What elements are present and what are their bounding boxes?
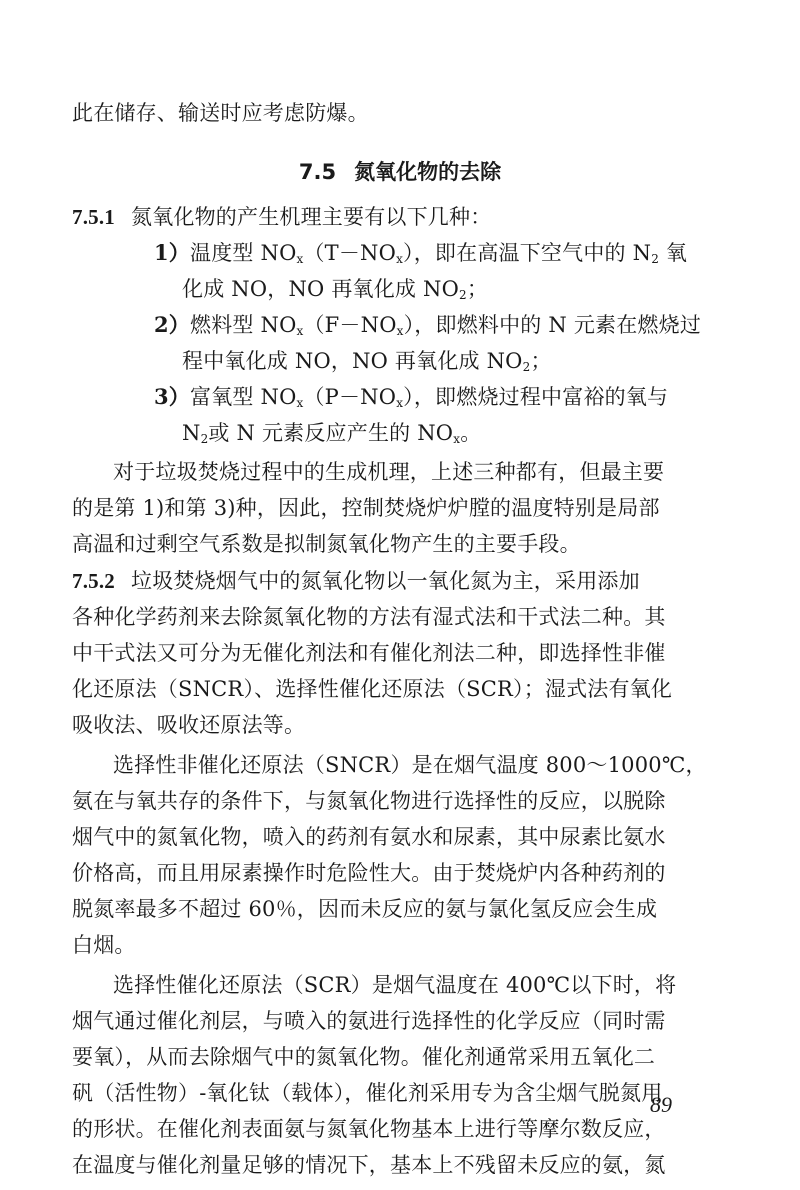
paragraph-line: 高温和过剩空气系数是拟制氮氧化物产生的主要手段。 (72, 532, 581, 556)
subscript: x (296, 396, 304, 410)
paragraph-line: 价格高，而且用尿素操作时危险性大。由于焚烧炉内各种药剂的 (72, 861, 666, 885)
subscript: 2 (522, 360, 531, 374)
list-item-2 (154, 310, 784, 346)
clause-text: 氮氧化物的产生机理主要有以下几种： (131, 205, 492, 229)
clause-number: 7.5.2 (72, 569, 115, 593)
paragraph-line: 要氧），从而去除烟气中的氮氧化物。催化剂通常采用五氧化二 (72, 1045, 656, 1069)
text: ），即在高温下空气中的 N (403, 241, 652, 265)
clause-text: 垃圾焚烧烟气中的氮氧化物以一氧化氮为主，采用添加 (131, 569, 640, 593)
subscript: x (453, 432, 461, 446)
paragraph-line: 选择性非催化还原法（SNCR）是在烟气温度 800～1000℃， (113, 753, 707, 777)
list-item-3 (154, 382, 784, 418)
clause-7-5-2 (72, 566, 702, 596)
subscript: x (396, 252, 404, 266)
subscript: x (396, 396, 404, 410)
paragraph-line: 对于垃圾焚烧过程中的生成机理，上述三种都有，但最主要 (113, 460, 665, 484)
subscript: 2 (200, 432, 209, 446)
paragraph-line: 中干式法又可分为无催化剂法和有催化剂法二种，即选择性非催 (72, 641, 666, 665)
text-line: 此在储存、输送时应考虑防爆。 (72, 101, 369, 125)
paragraph-line: 选择性催化还原法（SCR）是烟气温度在 400℃以下时，将 (113, 973, 677, 997)
section-title: 氮氧化物的去除 (354, 160, 502, 184)
text: ），即燃烧过程中富裕的氧与 (403, 385, 669, 409)
section-heading (0, 157, 800, 187)
text: （T－NO (303, 241, 397, 265)
paragraph-line: 在温度与催化剂量足够的情况下，基本上不残留未反应的氨，氮 (72, 1153, 666, 1177)
text: 程中氧化成 NO，NO 再氧化成 NO (182, 349, 523, 373)
paragraph-line: 的形状。在催化剂表面氨与氮氧化物基本上进行等摩尔数反应， (72, 1117, 666, 1141)
subscript: x (296, 252, 304, 266)
list-item-1-cont (182, 274, 800, 310)
list-item-1 (154, 238, 784, 274)
item-number: 2） (154, 312, 191, 337)
subscript: x (296, 324, 304, 338)
paragraph-line: 烟气通过催化剂层，与喷入的氨进行选择性的化学反应（同时需 (72, 1009, 666, 1033)
page-number: 89 (650, 1092, 672, 1117)
paragraph-line: 矾（活性物）-氧化钛（载体），催化剂采用专为含尘烟气脱氮用 (72, 1081, 663, 1105)
subscript: x (396, 324, 404, 338)
paragraph-line: 的是第 1)和第 3)种，因此，控制焚烧炉炉膛的温度特别是局部 (72, 496, 660, 520)
clause-number: 7.5.1 (72, 205, 115, 229)
paragraph-line: 化还原法（SNCR）、选择性催化还原法（SCR）；湿式法有氧化 (72, 677, 673, 701)
text: 化成 NO，NO 再氧化成 NO (182, 277, 459, 301)
list-item-3-cont (182, 418, 800, 454)
paragraph-line: 脱氮率最多不超过 60％，因而未反应的氨与氯化氢反应会生成 (72, 897, 658, 921)
text: 燃料型 NO (190, 313, 297, 337)
item-number: 3） (154, 384, 191, 409)
text: 或 N 元素反应产生的 NO (208, 421, 454, 445)
text: ），即燃料中的 N 元素在燃烧过 (403, 313, 702, 337)
paragraph-line: 白烟。 (72, 933, 136, 957)
text: 氧 (659, 241, 688, 265)
text: N (182, 421, 201, 445)
text: 。 (460, 421, 482, 445)
clause-7-5-1 (72, 202, 702, 232)
paragraph-line: 烟气中的氮氧化物，喷入的药剂有氨水和尿素，其中尿素比氨水 (72, 825, 666, 849)
paragraph-line: 氨在与氧共存的条件下，与氮氧化物进行选择性的反应，以脱除 (72, 789, 666, 813)
subscript: 2 (459, 288, 467, 302)
text: 富氧型 NO (190, 385, 297, 409)
text: （F－NO (303, 313, 397, 337)
list-item-2-cont (182, 346, 800, 382)
paragraph-line: 各种化学药剂来去除氮氧化物的方法有湿式法和干式法二种。其 (72, 605, 666, 629)
section-number: 7.5 (298, 160, 337, 184)
text: ； (530, 349, 552, 373)
item-number: 1） (154, 240, 191, 265)
subscript: 2 (651, 252, 660, 266)
paragraph-line: 吸收法、吸收还原法等。 (72, 713, 306, 737)
text: 温度型 NO (190, 241, 297, 265)
text: ； (466, 277, 489, 301)
text: （P－NO (303, 385, 397, 409)
